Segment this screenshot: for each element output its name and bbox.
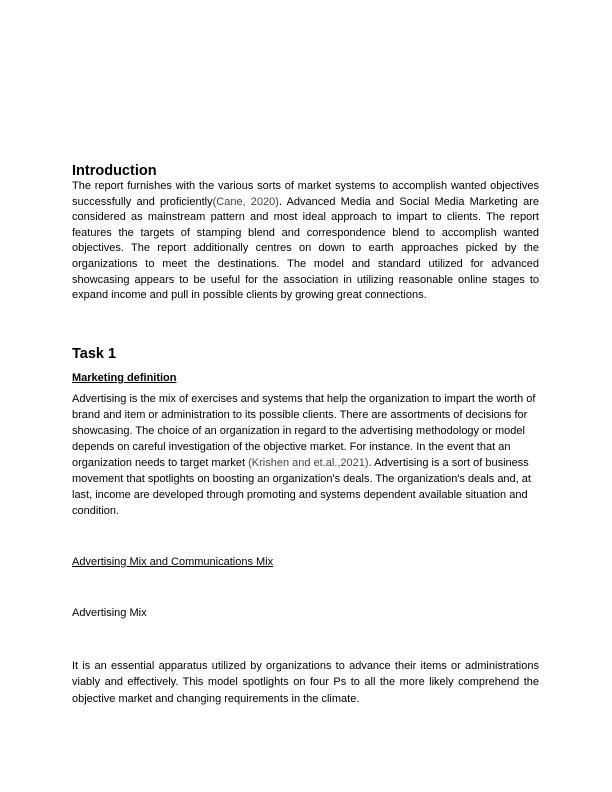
introduction-text-1: The report furnishes with the various sorts of market systems to accomplish wanted objectives successfully and proficiently: [72, 180, 539, 208]
advertising-mix-heading: Advertising Mix: [72, 607, 147, 619]
marketing-citation: (Krishen and et.al.,2021): [248, 457, 369, 469]
marketing-definition-heading: Marketing definition: [72, 372, 177, 384]
advertising-communications-mix-heading: Advertising Mix and Communications Mix: [72, 556, 274, 568]
introduction-heading: Introduction: [72, 163, 157, 179]
advertising-mix-paragraph: It is an essential apparatus utilized by organizations to advance their items or administrations viably and effectively. This model spotlights on four Ps to all the more likely comprehend the objective market and changing requirements in the climate.: [72, 660, 539, 705]
introduction-citation: (Cane, 2020): [212, 195, 279, 208]
marketing-text-2: . Advertising is a sort of business movement that spotlights on boosting an organization's deals. The organization's deals and, at last, income are developed through promoting and systems dependent available situation and condition.: [72, 457, 531, 517]
introduction-text-2: . Advanced Media and Social Media Marketing are considered as mainstream pattern and most ideal approach to impart to clients. The report features the targets of stamping blend and correspondence blend to accomplish wanted objectives. The report additionally centres on down to earth approaches picked by the organizations to meet the destinations. The model and standard utilized for advanced showcasing appears to be useful for the association in utilizing reasonable online stages to expand income and pull in possible clients by growing great connections.: [72, 195, 539, 302]
task1-heading: Task 1: [72, 346, 117, 362]
marketing-text-1: Advertising is the mix of exercises and systems that help the organization to impart the worth of brand and item or administration to its possible clients. There are assortments of decisions for showcasing. The choice of an organization in regard to the advertising methodology or model depends on careful investigation of the objective market. For instance. In the event that an organization needs to target market: [72, 393, 536, 469]
introduction-paragraph: [72, 179, 539, 304]
marketing-definition-paragraph: [72, 391, 539, 519]
